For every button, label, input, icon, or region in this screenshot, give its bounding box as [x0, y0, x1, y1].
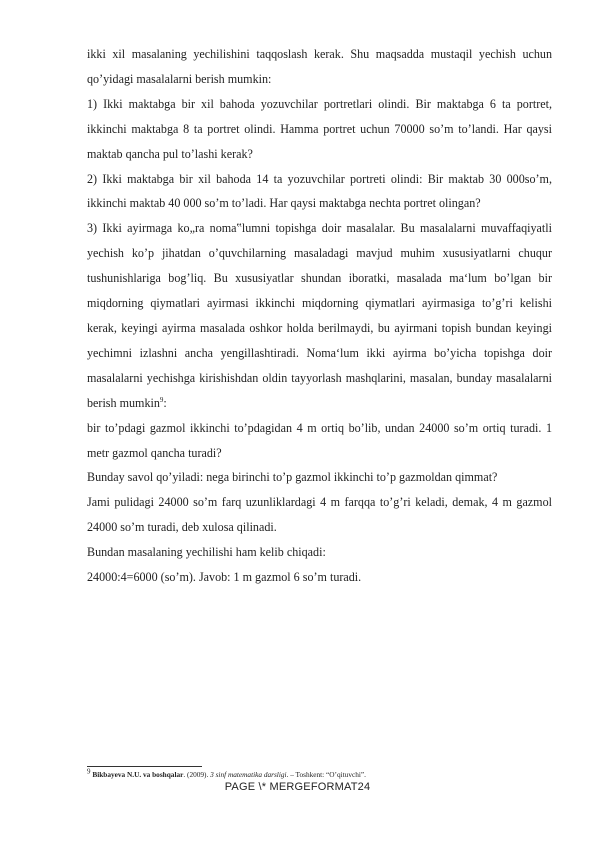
paragraph-answer: 24000:4=6000 (so’m). Javob: 1 m gazmol 6 so’m turadi.: [87, 570, 362, 585]
paragraph-problem-2: 2) Ikki maktabga bir xil bahoda 14 ta yozuvchilar portreti olindi: Bir maktab 30 000so’m, ikkinchi maktab 40 000 so’m to’ladi. Har qaysi maktabga nechta portret olingan?: [87, 171, 552, 211]
paragraph-question: Bunday savol qo’yiladi: nega birinchi to’p gazmol ikkinchi to’p gazmoldan qimmat?: [87, 470, 498, 485]
body-text: [87, 42, 552, 590]
paragraph-cloth-problem: bir to’pdagi gazmol ikkinchi to’pdagidan 4 m ortiq bo’lib, undan 24000 so’m ortiq turadi. 1 metr gazmol qancha turadi?: [87, 420, 552, 460]
footnote: [87, 767, 552, 780]
paragraph-intro: ikki xil masalaning yechilishini taqqoslash kerak. Shu maqsadda mustaqil yechish uchun qo’yidagi masalalarni berish mumkin:: [87, 47, 552, 86]
footnote-publisher: . – Toshkent: “O’qituvchi”.: [286, 770, 366, 779]
footnote-year: . (2009).: [183, 770, 211, 779]
footnote-title: 3 sinf matematika darsligi: [210, 770, 287, 779]
footnote-reference[interactable]: 9: [159, 395, 164, 404]
paragraph-reasoning: Jami pulidagi 24000 so’m farq uzunliklardagi 4 m farqqa to’g’ri keladi, demak, 4 m gazmol 24000 so’m turadi, deb xulosa qilinadi.: [87, 495, 552, 535]
paragraph-solution-intro: Bundan masalaning yechilishi ham kelib chiqadi:: [87, 545, 326, 560]
footnote-authors: Bikbayeva N.U. va boshqalar: [92, 770, 184, 779]
page-number-field: PAGE \* MERGEFORMAT24: [224, 781, 371, 793]
footnote-marker: 9: [87, 767, 91, 776]
footnote-separator: [87, 766, 202, 767]
paragraph-section-3-text: 3) Ikki ayirmaga ko„ra noma‟lumni topishga doir masalalar. Bu masalalarni muvaffaqiyatli yechish ko’p jihatdan o’quvchilarning masaladagi mavjud muhim xususiyatlarni chuqur tushunishlariga bog’liq. Bu xususiyatlar shundan iboratki, masalada ma‘lum bo’lgan bir miqdorning qiymatlari ayirmasi ikkinchi miqdorning qiymatlari ayirmasiga to’g’ri kelishi kerak, keyingi ayirma masalada oshkor holda berilmaydi, bu ayirmani topish bundan keyingi yechimni izlashni ancha yengillashtiradi. Noma‘lum ikki ayirma bo’yicha topishga doir masalalarni yechishga kirishishdan oldin tayyorlash mashqlarini, masalan, bunday masalalarni berish mumkin: [87, 221, 552, 410]
paragraph-section-3: [87, 216, 552, 415]
paragraph-problem-1: 1) Ikki maktabga bir xil bahoda yozuvchilar portretlari olindi. Bir maktabga 6 ta portret, ikkinchi maktabga 8 ta portret olindi. Hamma portret uchun 70000 so’m to’landi. Har qaysi maktab qancha pul to’lashi kerak?: [87, 96, 552, 161]
paragraph-section-3-colon: :: [163, 395, 167, 410]
